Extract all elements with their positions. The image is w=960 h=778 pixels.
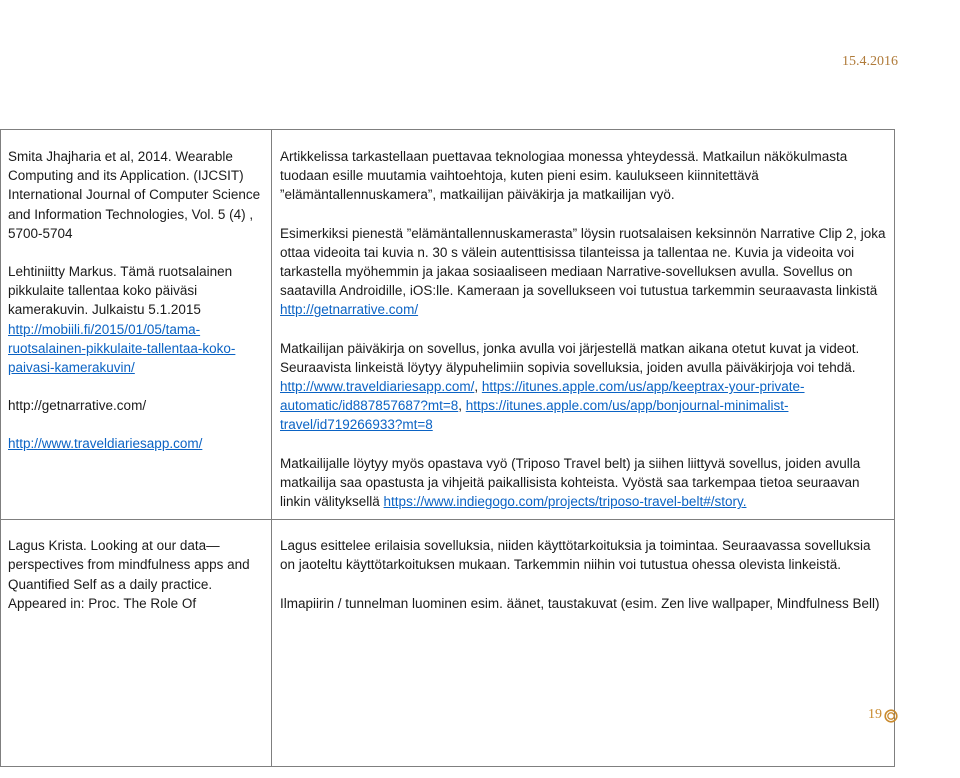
indiegogo-link[interactable]: https://www.indiegogo.com/projects/triposo-travel-belt#/story. <box>383 494 747 510</box>
description-paragraph <box>280 224 886 320</box>
source-citation: Lehtiniitty Markus. Tämä ruotsalainen pikkulaite tallentaa koko päiväsi kamerakuvin. Julkaistu 5.1.2015 <box>8 264 233 318</box>
description-paragraph: Lagus esittelee erilaisia sovelluksia, niiden käyttötarkoituksia ja toimintaa. Seuraavassa sovelluksia on jaoteltu käyttötarkoituksen mukaan. Tarkemmin niihin voi tutustua ohessa olevista linkeistä. <box>280 538 871 573</box>
bonjournal-link[interactable]: https://itunes.apple.com/us/app/bonjournal-minimalist-travel/id719266933?mt=8 <box>280 398 789 433</box>
source-link-narrative[interactable]: http://getnarrative.com/ <box>8 398 147 414</box>
paragraph-text: Matkailijalle löytyy myös opastava vyö (Triposo Travel belt) ja siihen liittyvä sovellus, joiden avulla matkailija saa opastusta ja vihjeitä paikallisista kohteista. Vyöstä saa tarkempaa tietoa seuraavan linkin välityksellä <box>280 455 861 510</box>
page-number: 19 <box>868 707 882 722</box>
link-separator: , <box>474 379 482 395</box>
traveldiaries-link[interactable]: http://www.traveldiariesapp.com/ <box>280 379 475 395</box>
description-paragraph <box>280 339 886 435</box>
description-paragraph <box>280 454 886 512</box>
reference-table <box>0 129 895 767</box>
source-citation: Smita Jhajharia et al, 2014. Wearable Computing and its Application. (IJCSIT) International Journal of Computer Science and Information Technologies, Vol. 5 (4) , 5700-5704 <box>8 149 261 241</box>
table-row <box>1 520 895 767</box>
paragraph-text: Matkailijan päiväkirja on sovellus, jonka avulla voi järjestellä matkan aikana otetut kuvat ja videot. Seuraavista linkeistä löytyy älypuhelimiin sopivia sovelluksia, joiden avulla päiväkirjoja voi tehdä. <box>280 340 860 375</box>
table-row <box>1 130 895 520</box>
page-ornament-icon <box>884 709 898 723</box>
paragraph-text: Esimerkiksi pienestä ”elämäntallennuskamerasta” löysin ruotsalaisen keksinnön Narrative Clip 2, joka ottaa videoita tai kuvia n. 30 s välein autenttisissa tilanteissa ja tallentaa ne. Kuvia ja videoita voi tarkastella myöhemmin ja jakaa sosiaaliseen mediaan Narrative-sovelluksen avulla. Sovellus on saatavilla Androidille, iOS:lle. Kameraan ja sovellukseen voi tutustua tarkemmin seuraavasta linkistä <box>280 225 886 299</box>
source-link-traveldiaries[interactable]: http://www.traveldiariesapp.com/ <box>8 436 203 452</box>
description-cell <box>272 130 895 520</box>
description-paragraph: Artikkelissa tarkastellaan puettavaa teknologiaa monessa yhteydessä. Matkailun näkökulmasta tuodaan esille muutamia vaihtoehtoja, kuten pieni esim. kaulukseen kiinnitettävä ”elämäntallennuskamera”, matkailijan päiväkirja ja matkailijan vyö. <box>280 149 848 203</box>
description-cell <box>272 520 895 767</box>
source-link-mobiili[interactable]: http://mobiili.fi/2015/01/05/tama-ruotsalainen-pikkulaite-tallentaa-koko-paivasi-kamerakuvin/ <box>8 321 236 376</box>
header-date: 15.4.2016 <box>842 54 898 69</box>
source-citation: Lagus Krista. Looking at our data—perspectives from mindfulness apps and Quantified Self as a daily practice. Appeared in: Proc. The Role Of <box>8 538 250 611</box>
narrative-link[interactable]: http://getnarrative.com/ <box>280 302 419 318</box>
keeptrax-link[interactable]: https://itunes.apple.com/us/app/keeptrax-your-private-automatic/id887857687?mt=8 <box>280 379 805 414</box>
source-cell <box>1 520 272 767</box>
description-paragraph: Ilmapiirin / tunnelman luominen esim. äänet, taustakuvat (esim. Zen live wallpaper, Mindfulness Bell) <box>280 595 880 611</box>
link-separator: , <box>458 398 466 414</box>
source-cell <box>1 130 272 520</box>
